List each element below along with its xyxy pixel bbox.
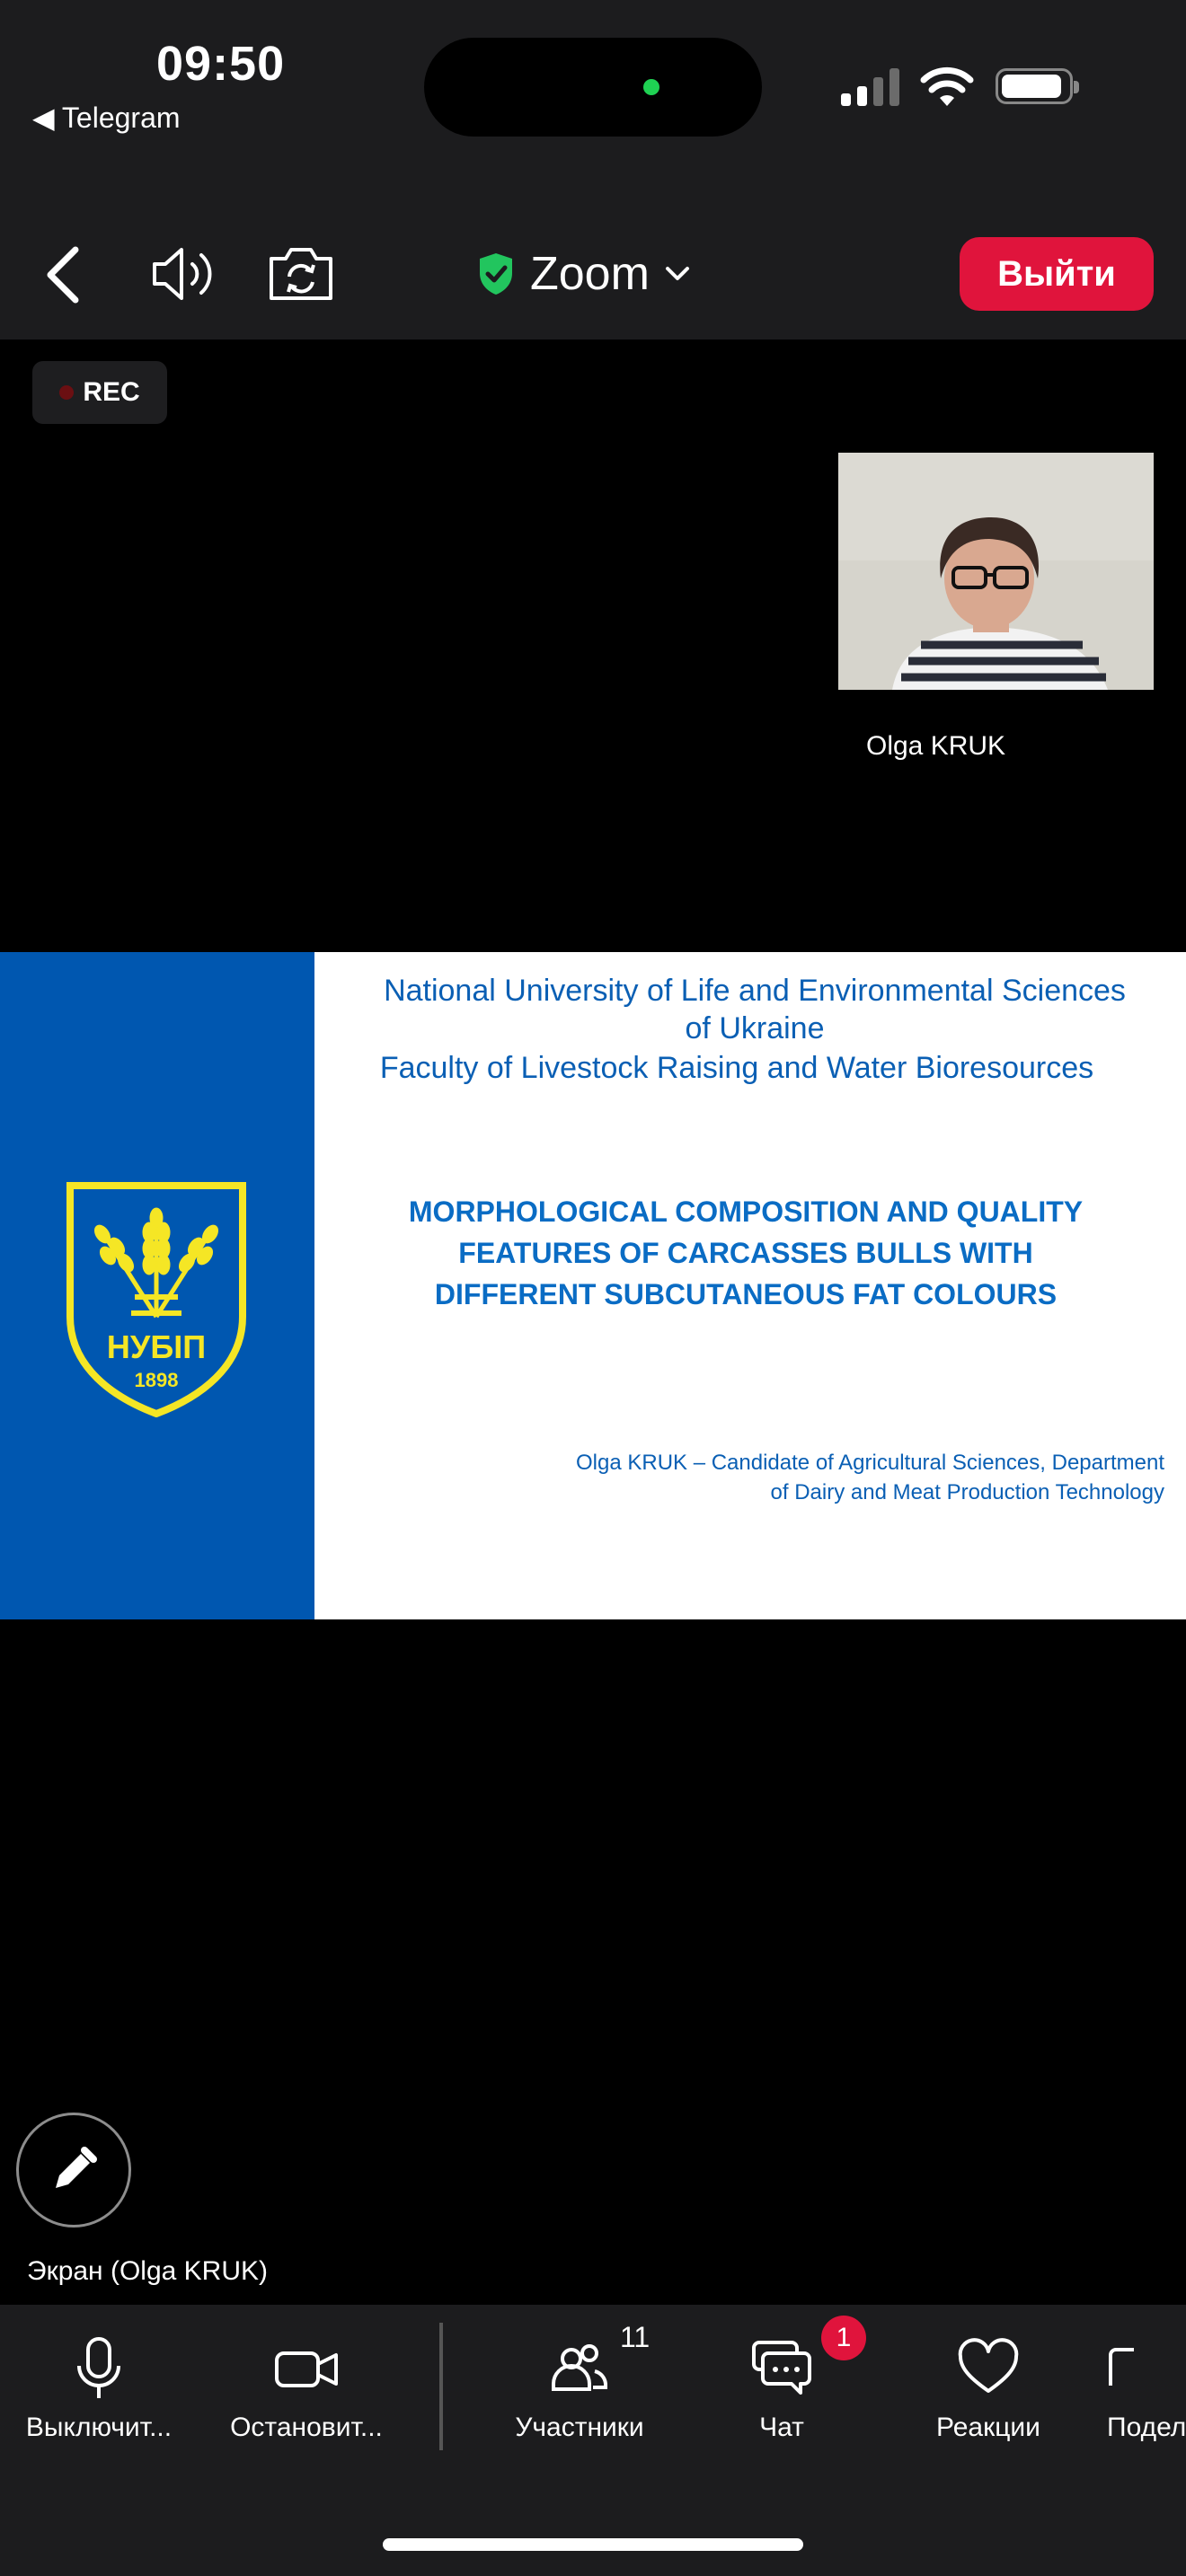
wifi-icon xyxy=(920,65,974,108)
camera-indicator-dot xyxy=(643,79,659,95)
cellular-signal-icon xyxy=(841,68,900,106)
share-button[interactable] xyxy=(1107,2335,1186,2452)
share-screen-icon xyxy=(1107,2335,1173,2400)
meeting-title-dropdown[interactable] xyxy=(476,243,691,305)
pencil-icon xyxy=(49,2145,99,2195)
microphone-icon xyxy=(72,2335,126,2400)
slide-topic xyxy=(341,1191,1150,1315)
chevron-down-icon xyxy=(664,265,691,283)
chat-label: Чат xyxy=(759,2413,804,2442)
video-camera-icon xyxy=(273,2335,340,2400)
stop-video-label: Остановит... xyxy=(230,2413,383,2442)
annotate-button[interactable] xyxy=(16,2113,131,2228)
author-line-2: of Dairy and Meat Production Technology xyxy=(770,1480,1164,1504)
status-time: 09:50 xyxy=(156,37,286,91)
participants-count: 11 xyxy=(620,2321,651,2353)
heart-icon xyxy=(955,2335,1022,2400)
shield-check-icon xyxy=(476,251,516,296)
share-label: Подел xyxy=(1107,2413,1186,2442)
back-to-telegram-link[interactable]: ◀ Telegram xyxy=(32,101,181,134)
reactions-button[interactable] xyxy=(916,2335,1060,2452)
topic-line-3: DIFFERENT SUBCUTANEOUS FAT COLOURS xyxy=(434,1278,1058,1310)
university-line-1: National University of Life and Environmental Sciences xyxy=(384,974,1126,1008)
camera-switch-icon[interactable] xyxy=(266,244,336,304)
slide-faculty: Faculty of Livestock Raising and Water Bioresources xyxy=(379,1051,1094,1085)
participant-name: Olga KRUK xyxy=(866,731,1006,761)
participant-video-feed xyxy=(838,453,1154,690)
slide-university xyxy=(341,972,1168,1047)
university-crest-logo xyxy=(66,1182,246,1417)
crest-year: 1898 xyxy=(134,1369,179,1391)
battery-icon xyxy=(996,68,1073,104)
chevron-left-icon[interactable] xyxy=(41,244,84,305)
reactions-label: Реакции xyxy=(936,2413,1040,2442)
meeting-title: Zoom xyxy=(530,248,650,300)
participants-icon xyxy=(548,2335,611,2400)
record-dot-icon xyxy=(59,385,74,400)
topic-line-1: MORPHOLOGICAL COMPOSITION AND QUALITY xyxy=(408,1195,1084,1228)
crest-text: НУБІП xyxy=(106,1328,207,1365)
chat-unread-badge: 1 xyxy=(821,2316,866,2360)
screen-share-label: Экран (Olga KRUK) xyxy=(27,2256,268,2286)
home-indicator[interactable] xyxy=(383,2538,803,2551)
slide-author xyxy=(503,1448,1164,1507)
dynamic-island xyxy=(424,38,762,137)
leave-meeting-button[interactable]: Выйти xyxy=(960,237,1154,311)
participant-video-tile[interactable] xyxy=(838,453,1154,690)
participants-label: Участники xyxy=(515,2413,644,2442)
toolbar-divider xyxy=(439,2323,443,2450)
chat-bubble-icon xyxy=(750,2335,813,2400)
topic-line-2: FEATURES OF CARCASSES BULLS WITH xyxy=(458,1237,1033,1269)
recording-indicator xyxy=(32,361,167,424)
mute-label: Выключит... xyxy=(25,2413,173,2442)
author-line-1: Olga KRUK – Candidate of Agricultural Sciences, Department xyxy=(576,1451,1164,1475)
mute-button[interactable] xyxy=(9,2335,189,2452)
stop-video-button[interactable] xyxy=(212,2335,401,2452)
university-line-2: of Ukraine xyxy=(685,1011,825,1045)
speaker-icon[interactable] xyxy=(151,244,217,304)
recording-label: REC xyxy=(83,377,140,407)
